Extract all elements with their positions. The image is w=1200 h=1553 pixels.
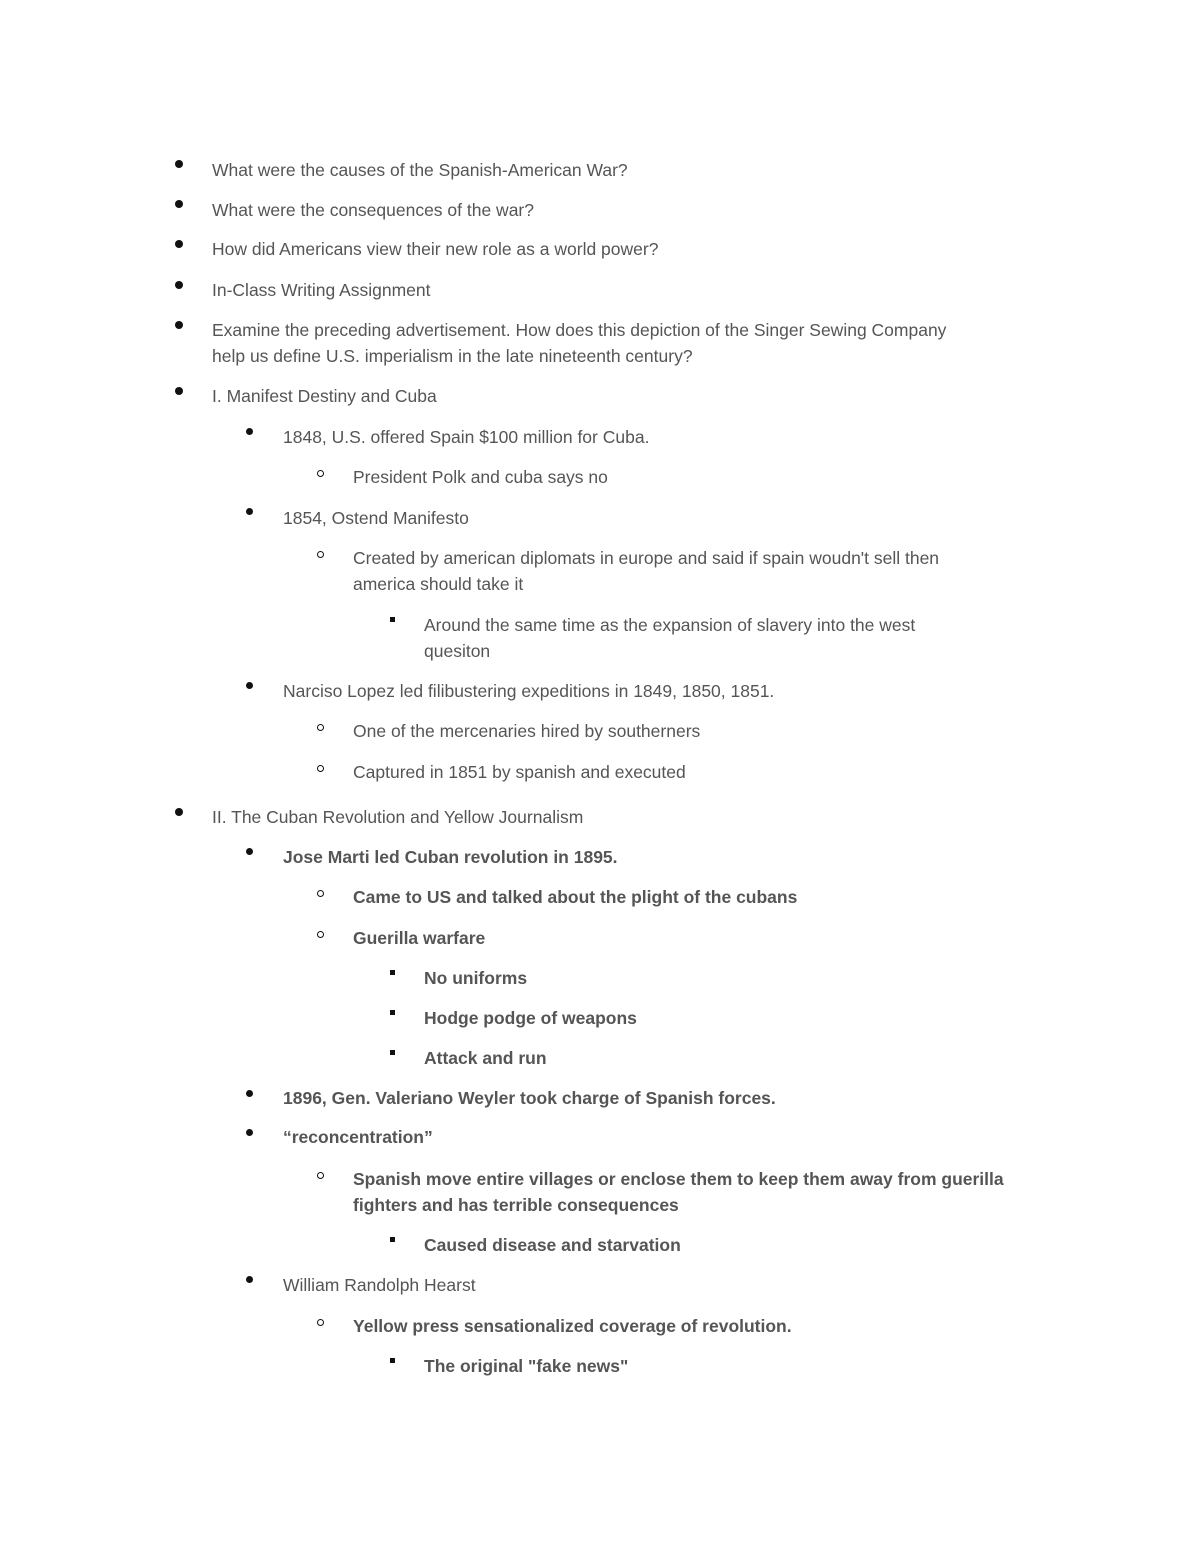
bullet-icon bbox=[175, 387, 183, 395]
list-item: Hodge podge of weapons bbox=[424, 1008, 637, 1028]
list-item: 1848, U.S. offered Spain $100 million for Cuba. bbox=[283, 427, 650, 447]
question-world-power: How did Americans view their new role as a world power? bbox=[212, 239, 659, 259]
square-bullet-icon bbox=[390, 1010, 395, 1015]
circle-bullet-icon bbox=[317, 724, 324, 731]
circle-bullet-icon bbox=[317, 890, 324, 897]
square-bullet-icon bbox=[390, 1050, 395, 1055]
list-item: The original "fake news" bbox=[424, 1356, 629, 1376]
list-item: Caused disease and starvation bbox=[424, 1235, 681, 1255]
list-item: Captured in 1851 by spanish and executed bbox=[353, 762, 686, 782]
circle-bullet-icon bbox=[317, 551, 324, 558]
circle-bullet-icon bbox=[317, 931, 324, 938]
bullet-icon bbox=[175, 281, 183, 289]
bullet-icon bbox=[246, 1129, 253, 1136]
assignment-prompt-line2: help us define U.S. imperialism in the late nineteenth century? bbox=[212, 346, 693, 366]
list-item: Created by american diplomats in europe and said if spain woudn't sell then bbox=[353, 548, 940, 568]
section-heading-manifest-destiny: I. Manifest Destiny and Cuba bbox=[212, 386, 437, 406]
list-item: “reconcentration” bbox=[283, 1127, 433, 1147]
list-item: Jose Marti led Cuban revolution in 1895. bbox=[283, 847, 618, 867]
list-item: No uniforms bbox=[424, 968, 528, 988]
bullet-icon bbox=[246, 848, 253, 855]
section-heading-cuban-revolution: II. The Cuban Revolution and Yellow Journalism bbox=[212, 807, 584, 827]
square-bullet-icon bbox=[390, 970, 395, 975]
list-item: 1896, Gen. Valeriano Weyler took charge of Spanish forces. bbox=[283, 1088, 776, 1108]
circle-bullet-icon bbox=[317, 765, 324, 772]
question-causes: What were the causes of the Spanish-American War? bbox=[212, 160, 628, 180]
bullet-icon bbox=[246, 1090, 253, 1097]
bullet-icon bbox=[246, 428, 253, 435]
list-item: quesiton bbox=[424, 641, 491, 661]
list-item: Guerilla warfare bbox=[353, 928, 486, 948]
square-bullet-icon bbox=[390, 617, 395, 622]
circle-bullet-icon bbox=[317, 1319, 324, 1326]
list-item: William Randolph Hearst bbox=[283, 1275, 476, 1295]
list-item: Around the same time as the expansion of slavery into the west bbox=[424, 615, 916, 635]
square-bullet-icon bbox=[390, 1237, 395, 1242]
list-item: fighters and has terrible consequences bbox=[353, 1195, 679, 1215]
list-item: Came to US and talked about the plight of the cubans bbox=[353, 887, 798, 907]
bullet-icon bbox=[175, 160, 183, 168]
list-item: Attack and run bbox=[424, 1048, 547, 1068]
assignment-prompt-line1: Examine the preceding advertisement. How does this depiction of the Singer Sewing Company bbox=[212, 320, 947, 340]
list-item: Yellow press sensationalized coverage of revolution. bbox=[353, 1316, 792, 1336]
bullet-icon bbox=[175, 240, 183, 248]
list-item: Narciso Lopez led filibustering expeditions in 1849, 1850, 1851. bbox=[283, 681, 775, 701]
bullet-icon bbox=[175, 808, 183, 816]
list-item: 1854, Ostend Manifesto bbox=[283, 508, 469, 528]
list-item: america should take it bbox=[353, 574, 524, 594]
bullet-icon bbox=[246, 682, 253, 689]
bullet-icon bbox=[175, 200, 183, 208]
bullet-icon bbox=[175, 321, 183, 329]
list-item: One of the mercenaries hired by southerners bbox=[353, 721, 701, 741]
list-item: Spanish move entire villages or enclose them to keep them away from guerilla bbox=[353, 1169, 1004, 1189]
list-item: President Polk and cuba says no bbox=[353, 467, 608, 487]
square-bullet-icon bbox=[390, 1358, 395, 1363]
writing-assignment: In-Class Writing Assignment bbox=[212, 280, 431, 300]
circle-bullet-icon bbox=[317, 470, 324, 477]
bullet-icon bbox=[246, 1276, 253, 1283]
bullet-icon bbox=[246, 508, 253, 515]
question-consequences: What were the consequences of the war? bbox=[212, 200, 534, 220]
circle-bullet-icon bbox=[317, 1172, 324, 1179]
